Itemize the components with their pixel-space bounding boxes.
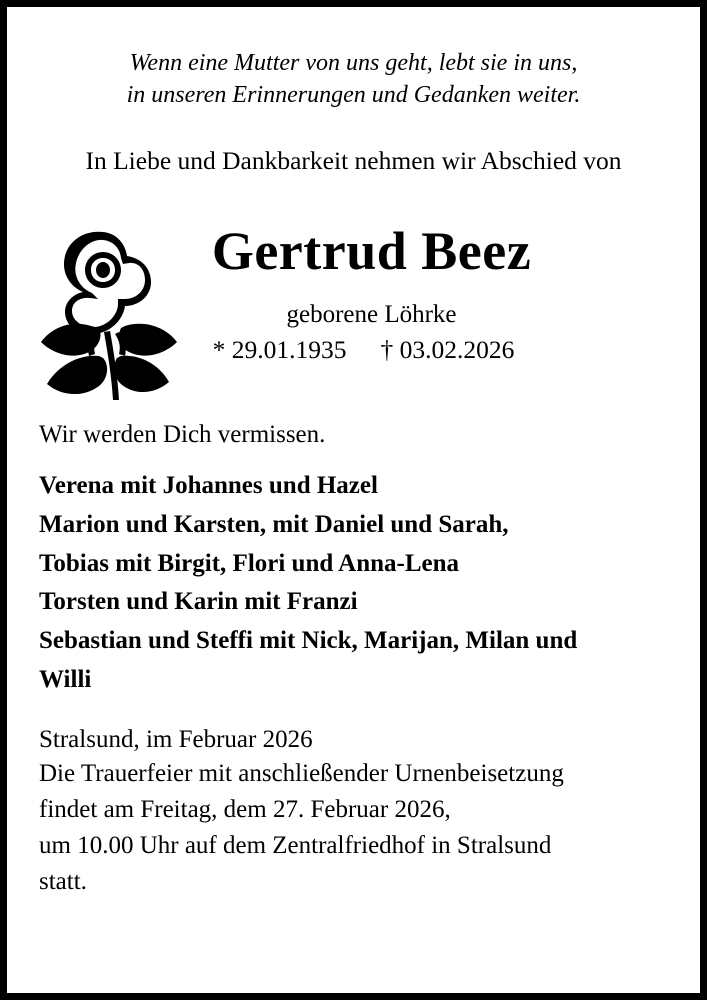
name-block (39, 222, 668, 365)
family-line: Willi (39, 665, 92, 693)
rose-icon (25, 214, 205, 404)
family-line: Marion und Karsten, mit Daniel und Sarah, (39, 510, 509, 538)
farewell-text: Wir werden Dich vermissen. (39, 421, 326, 449)
deceased-name: Gertrud Beez (211, 220, 532, 281)
death-date: † 03.02.2026 (380, 335, 515, 365)
ceremony-line: um 10.00 Uhr auf dem Zentralfriedhof in Stralsund (39, 832, 552, 860)
epitaph (39, 47, 668, 112)
family-line: Torsten und Karin mit Franzi (39, 588, 358, 616)
maiden-name: geborene Löhrke (286, 301, 457, 329)
family-list (39, 467, 668, 700)
family-line: Tobias mit Birgit, Flori und Anna-Lena (39, 549, 459, 577)
epitaph-line-1: Wenn eine Mutter von uns geht, lebt sie in uns, (129, 50, 578, 76)
intro-text: In Liebe und Dankbarkeit nehmen wir Abschied von (85, 145, 622, 175)
notice-inner (7, 7, 700, 993)
ceremony-line: Die Trauerfeier mit anschließender Urnenbeisetzung (39, 759, 564, 787)
ceremony-line: findet am Freitag, dem 27. Februar 2026, (39, 795, 451, 823)
birth-date: * 29.01.1935 (212, 335, 347, 365)
epitaph-line-2: in unseren Erinnerungen und Gedanken weiter. (126, 82, 581, 109)
ceremony-details (39, 756, 668, 901)
family-line: Sebastian und Steffi mit Nick, Marijan, Milan und (39, 627, 578, 655)
place-and-date: Stralsund, im Februar 2026 (39, 725, 313, 753)
ceremony-line: statt. (39, 868, 87, 896)
family-line: Verena mit Johannes und Hazel (39, 472, 378, 500)
